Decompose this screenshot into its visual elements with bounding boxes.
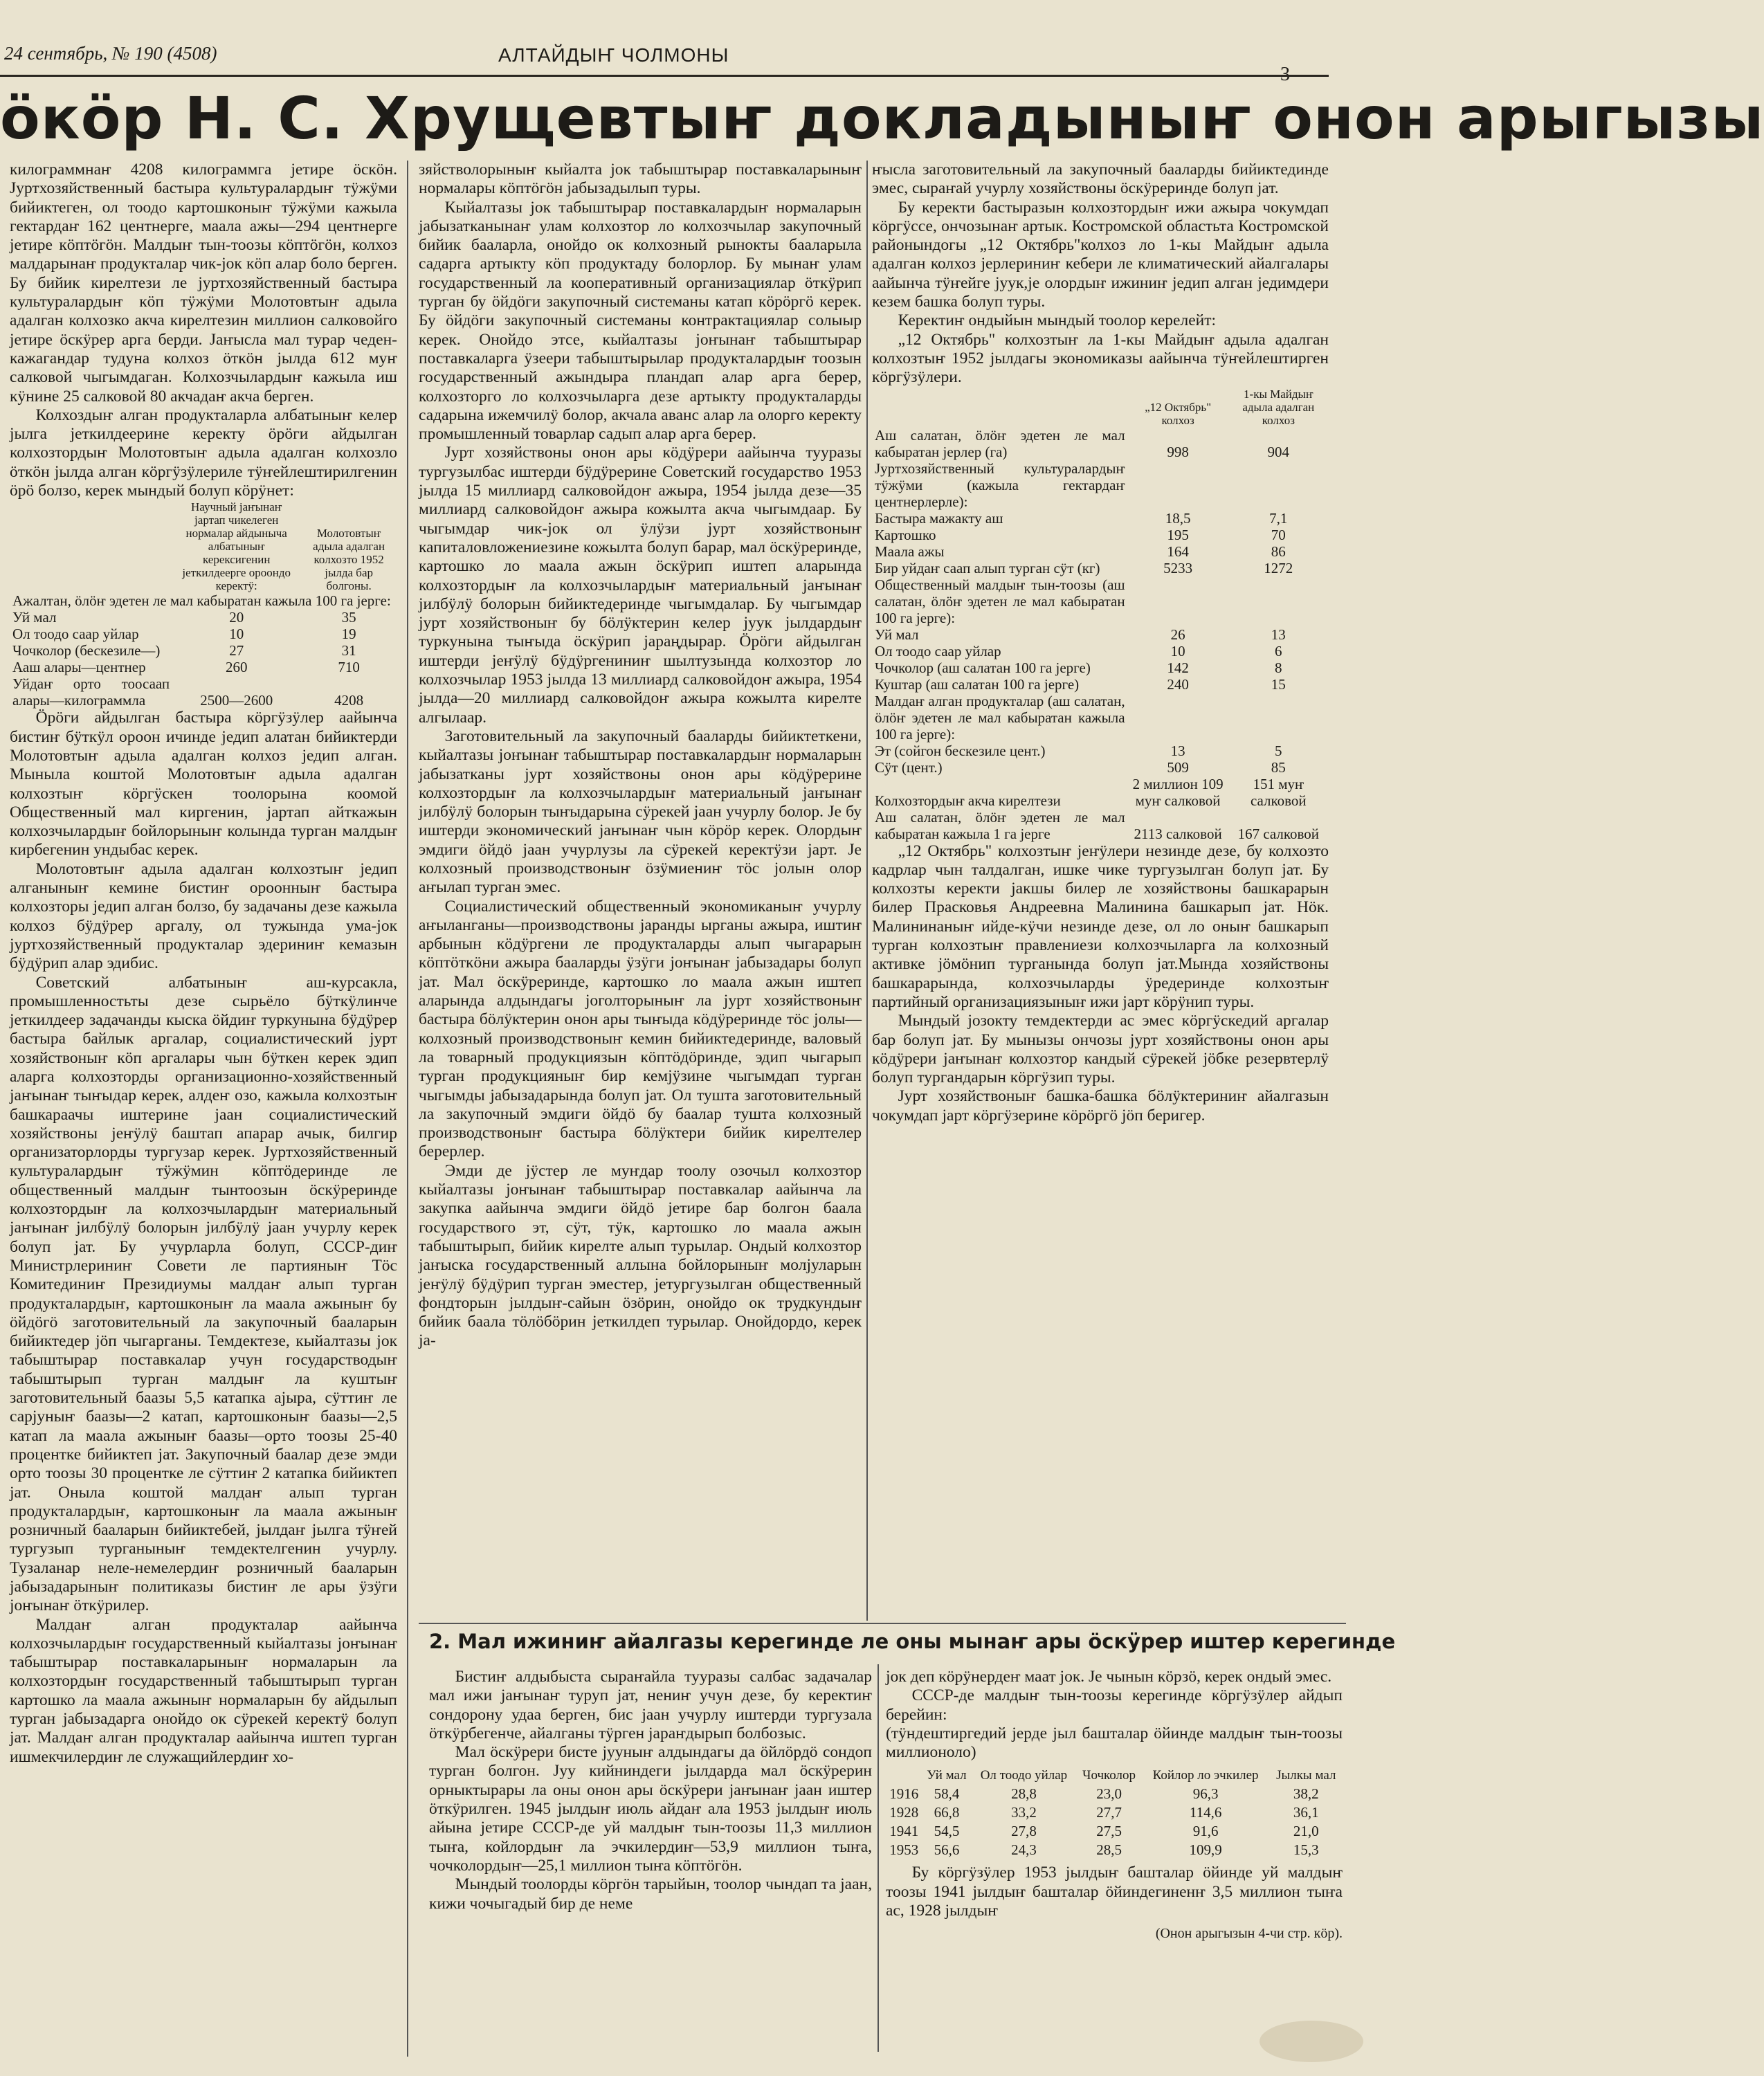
table-row: [886, 1841, 1343, 1859]
article-column-3: [872, 161, 1329, 1621]
stats-header: Ол тоодо уйлар: [980, 1768, 1068, 1783]
stats-header: [886, 1766, 922, 1785]
row-label: Бир уйдаҥ саап алып турган сӱт (кг): [875, 559, 1100, 576]
row-value: 31: [341, 642, 356, 659]
row-value: 1272: [1264, 559, 1293, 576]
stats-cell: 33,2: [1011, 1804, 1037, 1821]
section-heading: 2. Мал ижиниҥ айалгазы керегинде ле оны мынаҥ ары ӧскӱрер иштер керегинде: [429, 1630, 1396, 1653]
livestock-table: [886, 1766, 1343, 1859]
row-value: 6: [1275, 642, 1282, 659]
row-value: 19: [341, 626, 356, 643]
row-value: 164: [1167, 543, 1189, 560]
row-value: 2500—2600: [200, 692, 273, 709]
row-value: 26: [1170, 626, 1185, 643]
table-row: [872, 809, 1329, 842]
row-value: [1128, 460, 1228, 510]
row-value: 2 миллион 109 муҥ салковой: [1132, 775, 1224, 809]
row-label: Малдаҥ алган продукталар (аш салатан, ӧлӧҥ эдетен ле мал кабыратан кажыла 100 га јерге):: [875, 692, 1125, 743]
paper-stain: [1260, 2021, 1363, 2062]
stats-header: Јылкы мал: [1276, 1768, 1336, 1783]
masthead-rule: [0, 75, 1329, 77]
date-issue: 24 сентябрь, № 190 (4508): [4, 43, 217, 64]
paragraph: Заготовительный ла закупочный бааларды бийиктеткени, кыйалтазы јоҥынаҥ табыштырар поставкалардыҥ нормаларын јабызатканы јурт хозяйствоны онон ары кӧдӱрерине колхозтордыҥ ла колхозчылардыҥ материальный јаҥынаҥ јилбӱлӱ болорын тыҥыдарына сӱрекей јаан учурлу болор. Је бу иштерди экономический јаҥынаҥ чын кӧрӧр керек. Олордыҥ эмдиги ӧйдӧ јаан учурлузы ла сӱрекей керектӱзи јарт. Је колхозный производствоныҥ ӧзӱмиениҥ тӧс јолын олор аҥылап турган эмес.: [419, 727, 862, 897]
stats-cell: 21,0: [1293, 1823, 1319, 1840]
article-column-2: [419, 161, 862, 1621]
row-value: 7,1: [1269, 509, 1288, 527]
stats-cell: 91,6: [1192, 1823, 1219, 1840]
row-value: 10: [229, 626, 244, 643]
table-row: [872, 427, 1329, 460]
table-row: [886, 1785, 1343, 1803]
row-value: 195: [1167, 526, 1189, 543]
stats-cell: 114,6: [1189, 1804, 1222, 1821]
paragraph: килограммнаҥ 4208 килограммга јетире ӧскӧн. Јуртхозяйственный бастыра культуралардыҥ тӱжӱми бийиктеген, ол тоодо картошконыҥ тӱжӱми кажыла гектардаҥ 162 центнерге, маала ажы—294 центнерге јетире кӧптӧгӧн. Малдыҥ тын-тоозы кӧптӧгӧн, колхоз малдарынаҥ продукталар чик-јок кӧп алар боло берген. Бу бийик кирелтези ле јуртхозяйственный бастыра культуралардыҥ кӧп тӱжӱми Молотовтыҥ адыла адалган колхозко акча кирелтезин миллион салковойго јетире ӧскӱрер арга берди. Јаҥысла мал турар чеден-кажагандар тудуна колхоз ӧткӧн јылда 612 муҥ салковой чыгымдаган. Колхозчылардыҥ кажыла иш кӱнине 25 салковой 80 акчадаҥ акча берген.: [10, 161, 397, 406]
section2-column-1: [429, 1668, 872, 2062]
row-value: 27: [229, 642, 244, 659]
norms-table: [10, 500, 397, 709]
row-value: [1228, 576, 1329, 626]
row-label: Чочколор (аш салатан 100 га јерге): [875, 659, 1091, 676]
table-row: [10, 609, 397, 626]
row-label: Маала ажы: [875, 543, 945, 560]
row-value: 240: [1167, 675, 1189, 693]
stats-cell: 1941: [889, 1823, 919, 1840]
table-row: [872, 776, 1329, 809]
table-row: [872, 693, 1329, 743]
row-value: 998: [1167, 443, 1189, 460]
continuation-note: (Онон арыгызын 4-чи стр. кӧр).: [1155, 1926, 1343, 1942]
paragraph: Бу керекти бастыразын колхозтордыҥ ижи ажыра чокумдап кӧргӱссе, ончозынаҥ артык. Костромской областьта Костромской районындогы „12 Октябрь"колхоз ло 1-кы Майдыҥ адыла адалган колхоз јерлериниҥ кебери ле климатический айалгалары аайынча тӱҥейге јуук,је олордыҥ ижиниҥ једип алган једимдери кезем башка болуп туры.: [872, 198, 1329, 311]
table-row: [10, 642, 397, 659]
row-label: Ол тоодо саар уйлар: [12, 626, 139, 643]
row-label: Уй мал: [12, 609, 57, 626]
table-row: [872, 543, 1329, 560]
row-label: Чочколор (бескезиле—): [12, 642, 161, 659]
table-row: [10, 675, 397, 709]
row-value: 15: [1271, 675, 1286, 693]
row-label: Куштар (аш салатан 100 га јерге): [875, 675, 1080, 693]
row-value: 2113 салковой: [1134, 825, 1222, 842]
stats-header: Чочколор: [1082, 1768, 1136, 1783]
row-label: Јуртхозяйственный культуралардыҥ тӱжӱми (кажыла гектардаҥ центнерлерле):: [875, 459, 1125, 510]
stats-cell: 58,4: [934, 1785, 960, 1803]
row-value: 85: [1271, 758, 1286, 776]
column-divider: [407, 161, 408, 2057]
row-value: 86: [1271, 543, 1286, 560]
paragraph: ҥысла заготовительный ла закупочный бааларды бийиктединде эмес, сыраҥай учурлу хозяйствоны ӧскӱреринде болуп јат.: [872, 161, 1329, 198]
row-value: [1228, 693, 1329, 743]
row-value: 710: [338, 659, 360, 676]
row-value: 151 муҥ салковой: [1250, 775, 1307, 809]
row-value: 35: [341, 609, 356, 626]
row-value: [1128, 576, 1228, 626]
stats-cell: 109,9: [1189, 1841, 1222, 1859]
paragraph: „12 Октябрь" колхозтыҥ јеҥӱлери незинде дезе, бу колхозто кадрлар чын талдалган, ишке чике тургузылган болуп јат. Бу колхозты керекти јакшы билер ле хозяйствоны башкарарын билер Прасковья Андреевна Малинина башкарып јат. Нӧк. Малининаныҥ ийде-кӱчи незинде дезе, ол ло оныҥ башкарып турган колхозтыҥ правлениези колхозчыларга ла колхозный активке јӧмӧнип турганында болуп јат.Мында хозяйствоны башкарарында, колхозчыларды ӱредеринде колхозтыҥ партийный организациязыныҥ ижи јарт кӧрӱнип туры.: [872, 841, 1329, 1011]
article-column-1: [10, 161, 397, 2050]
table-row: [872, 510, 1329, 527]
row-value: 10: [1170, 642, 1185, 659]
stats-cell: 24,3: [1011, 1841, 1037, 1859]
table-row: [872, 527, 1329, 543]
row-label: Сӱт (цент.): [875, 758, 943, 776]
table-row: [872, 626, 1329, 643]
paragraph: „12 Октябрь" колхозтыҥ ла 1-кы Майдыҥ адыла адалган колхозтыҥ 1952 јылдагы экономиказы аайынча тӱҥейлештирген кӧргӱзӱлери.: [872, 330, 1329, 387]
paragraph: јок деп кӧрӱнердеҥ маат јок. Је чынын кӧрзӧ, керек ондый эмес.: [886, 1668, 1332, 1686]
stats-cell: 38,2: [1293, 1785, 1319, 1803]
paragraph: Социалистический общественный экономиканыҥ учурлу аҥыланганы—производствоны јаранды ырганы ажыра, иштиҥ арбынын кӧдӱргени ле продукталарды алып чыгарарын кӧптӧткӧни ажыра бааларды ӱзӱги јоҥынаҥ јабызадары болуп јат. Мал ӧскӱреринде, картошко ло маала ажын иштеп аларында алдындагы јоголторыныҥ ла јурт хозяйствоныҥ бастыра бӧлӱктерин онон ары тыҥыда кӧдӱреринде тӧс јолы—колхозный производствоныҥ кемин бийиктедеринде, валовый ла товарный продукциязын кӧптӧдӧринде, эдип чыгарып турган продукцияныҥ бир кемјӱзине чыгымдап турган чыгымды јабызадарында болуп јат. Ол тушта заготовительный ла закупочный эмдиги ӧйдӧ бу баалар тушта колхозный производствоныҥ бастыра бӧлӱктери бийик кирелтелер берерлер.: [419, 897, 862, 1161]
row-label: Общественный малдыҥ тын-тоозы (аш салатан, ӧлӧҥ эдетен ле мал кабыратан 100 га јерге):: [875, 576, 1125, 626]
stats-cell: 36,1: [1293, 1804, 1319, 1821]
row-label: Аш салатан, ӧлӧҥ эдетен ле мал кабыратан кажыла 1 га јерге: [875, 808, 1125, 842]
paragraph: Эмди де јӱстер ле муҥдар тоолу озочыл колхозтор кыйалтазы јоҥынаҥ табыштырар поставкалар аайынча ла закупка аайынча эмдиги ӧйдӧ јетире бар болгон баала государствого эт, сӱт, тӱк, картошко ло маала ажын табыштырып, бийик кирелте алып турылар. Ондый колхозтор јаҥыска государственный аллына бойлорыныҥ молјуларын јеҥӱлӱ бӱдӱрип турган эместер, јетургузылган общественный фондторын јылдыҥ-сайын ӧзӧрин, онойдо ок трудкундыҥ бийик баала тӧлӧбӧрин јеткилдеп турылар. Онойдордо, керек ја-: [419, 1161, 862, 1350]
stats-cell: 27,7: [1096, 1804, 1122, 1821]
row-value: 260: [225, 659, 248, 676]
stats-cell: 56,6: [934, 1841, 960, 1859]
row-value: 5: [1275, 742, 1282, 759]
paragraph: Бистиҥ алдыбыста сыраҥайла тууразы салбас задачалар мал ижи јаҥынаҥ туруп јат, нениҥ учун дезе, бу керектиҥ сондорону удаа берген, бис јаан учурлу иштерди тургузала ӧткӱрбегенче, айалганы тӱрген јараҥдырып болбозыс.: [429, 1668, 872, 1742]
row-value: 167 салковой: [1237, 825, 1320, 842]
paragraph: Мындый јозокту темдектерди ас эмес кӧргӱскедий аргалар бар болуп јат. Бу мынызы ончозы јурт хозяйствоны онон ары кӧдӱрери јаҥынаҥ колхозтор кандый сӱрекей јӧбке резервтерлӱ болуп тургандарын кӧргӱзип туры.: [872, 1012, 1329, 1087]
row-value: 13: [1271, 626, 1286, 643]
paragraph: Малдаҥ алган продукталар аайынча колхозчылардыҥ государственный кыйалтазы јоҥынаҥ табыштырар поставкаларыныҥ нормаларын ла колхозтордыҥ государственный табыштырып турган картошко ла маала ажыныҥ нормаларын бу айдылып турган јабызадарга онойдо ок сӱрекей керектӱ болуп јат. Малдаҥ алган продукталар аайынча иштеп турган ишмекчилердиҥ ле служащийлердиҥ хо-: [10, 1615, 397, 1766]
table-row: [886, 1822, 1343, 1841]
table-row: [872, 743, 1329, 759]
paragraph: Бу кӧргӱзӱлер 1953 јылдыҥ башталар ӧйинде уй малдыҥ тоозы 1941 јылдыҥ башталар ӧйиндегиненҥ 3,5 миллион тыҥа ас, 1928 јылдыҥ: [886, 1864, 1343, 1920]
row-label: Бастыра мажакту аш: [875, 509, 1003, 527]
stats-cell: 1928: [889, 1804, 919, 1821]
row-value: [1228, 460, 1329, 510]
stats-cell: 66,8: [934, 1804, 960, 1821]
section2-column-2: [886, 1668, 1343, 2062]
paragraph: Керектиҥ ондыйын мындый тоолор керелейт:: [898, 311, 1217, 330]
stats-cell: 28,5: [1096, 1841, 1122, 1859]
row-label: Колхозтордыҥ акча кирелтези: [875, 792, 1061, 809]
table-header: 1-кы Майдыҥ адыла адалган колхоз: [1242, 387, 1315, 427]
paragraph: Колхоздыҥ алган продукталарла албатыныҥ келер јылга јеткилдеерине керекту ӧрӧги айдылган колхозтордыҥ Молотовтыҥ адыла адалган колхозло ӧткӧн јылда алган кӧргӱзӱлериле тӱҥейлештирилгенин ӧрӧ болзо, керек мындый болуп кӧрӱнет:: [10, 406, 397, 500]
row-label: Уйдаҥ орто тоосаап алары—килограммла: [12, 675, 170, 709]
stats-cell: 15,3: [1293, 1841, 1319, 1859]
paragraph: Јурт хозяйствоныҥ башка-башка бӧлӱктериниҥ айалгазын чокумдап јарт кӧргӱзерине кӧрӧргӧ јӧп беригер.: [872, 1087, 1329, 1124]
row-value: 5233: [1163, 559, 1193, 576]
stats-cell: 23,0: [1096, 1785, 1122, 1803]
table-row: [872, 643, 1329, 659]
table-row: [872, 460, 1329, 510]
stats-cell: 27,5: [1096, 1823, 1122, 1840]
paragraph: Мындый тоолорды кӧргӧн тарыйын, тоолор чындап та јаан, кижи чочыгадый бир де неме: [429, 1875, 872, 1913]
row-label: Эт (сойгон бескезиле цент.): [875, 742, 1046, 759]
stats-cell: 1953: [889, 1841, 919, 1859]
row-label: Уй мал: [875, 626, 919, 643]
table-row: [872, 659, 1329, 676]
section-rule: [419, 1623, 1346, 1624]
paragraph: Кыйалтазы јок табыштырар поставкалардыҥ нормаларын јабызатканынаҥ улам колхозтор ло колхозчылар закупочный бийик бааларла, онойдо ок колхозный рынокты бааларыла садарга артыкту кӧп продуктаду болорлор. Бу мынаҥ улам государственный ла кооперативный организациялар ӧткӱрип турган бу ӧйдӧги закупочный системаны катап кӧрӧргӧ керек. Бу ӧйдӧги закупочный системаны контрактациялар солыыр керек. Онойдо этсе, кыйалтазы јоҥынаҥ табыштырар поставкаларга ӱзеери табыштырылар продукталардыҥ тоозын государственный ажындыра пландап алар арга берер, колхозторго ло колхозчыларга дезе артыкту продукталарды садарына ижемчилӱ болор, акчала аванс алар ла олорго керекту промышленный товарлар садып алар арга берер.: [419, 198, 862, 444]
table-row: [886, 1803, 1343, 1822]
paragraph: Мал ӧскӱрери бисте јууныҥ алдындагы да ӧйлӧрдӧ сондоп турган болгон. Јуу кийниндеги јылдарда мал ӧскӱрерин орныктырары ла оны онон ары ӧскӱрери јаҥынаҥ јаан иштер ӧткӱрилген. 1945 јылдыҥ июль айдаҥ ала 1953 јылдыҥ июль айына јетире СССР-де уй малдыҥ тын-тоозы 11,3 миллион тыҥа, койлордыҥ ла эчкилердиҥ—53,9 миллион тыҥа, чочколордыҥ—25,1 миллион тыҥа кӧптӧгӧн.: [429, 1743, 872, 1875]
paragraph: Молотовтыҥ адыла адалган колхозтыҥ једип алганыныҥ кемине бистиҥ ороонныҥ бастыра колхозторы једип алган болзо, бу задачаны дезе кажыла колхоз бӱдӱрер аргалу, ол тужында ума-јок јуртхозяйственный продукталар эдериниҥ кемазын бӱдӱрип алар эдибис.: [10, 859, 397, 973]
stats-cell: 54,5: [934, 1823, 960, 1840]
row-value: 8: [1275, 659, 1282, 676]
table-row: [872, 676, 1329, 693]
row-value: 70: [1271, 526, 1286, 543]
paper-name: АЛТАЙДЫҤ ЧОЛМОНЫ: [498, 44, 729, 66]
row-label: Ол тоодо саар уйлар: [875, 642, 1001, 659]
row-label: Аш салатан, ӧлӧҥ эдетен ле мал кабыратан јерлер (га): [875, 426, 1125, 460]
stats-cell: 28,8: [1011, 1785, 1037, 1803]
table-row: [872, 759, 1329, 776]
paragraph: СССР-де малдыҥ тын-тоозы керегинде кӧргӱзӱлер айдып берейин:: [886, 1686, 1343, 1724]
paragraph: (тӱндештиргедий јерде јыл башталар ӧйинде малдыҥ тын-тоозы миллионоло): [886, 1724, 1343, 1762]
table-header: „12 Октябрь" колхоз: [1145, 400, 1212, 427]
table-header: Молотовтыҥ адыла адалган колхозто 1952 јылда бар болгоны.: [313, 527, 385, 593]
column-divider: [878, 1664, 879, 2052]
table-row: [872, 576, 1329, 626]
stats-cell: 1916: [889, 1785, 919, 1803]
row-value: 142: [1167, 659, 1189, 676]
stats-header: Уй мал: [927, 1768, 967, 1783]
row-value: 18,5: [1165, 509, 1191, 527]
table-row: [872, 560, 1329, 576]
row-value: 904: [1267, 443, 1290, 460]
masthead: [0, 0, 1384, 86]
table-row: [10, 626, 397, 642]
row-value: 20: [229, 609, 244, 626]
stats-header: Койлор ло эчкилер: [1152, 1768, 1259, 1783]
row-value: [1128, 693, 1228, 743]
stats-cell: 27,8: [1011, 1823, 1037, 1840]
paragraph: Ӧрӧги айдылган бастыра кӧргӱзӱлер аайынча бистиҥ бӱткӱл ороон ичинде једип алатан бийиктерди Молотовтыҥ адыла адалган колхоз једип алган. Мыныла коштой Молотовтыҥ адыла адалган колхозтыҥ кӧргӱскен тоолорына коомой Общественный мал киргенин, јартап айткажын колхозчылардыҥ бойлорыныҥ колында турган малдыҥ кирбегенин ундыбас керек.: [10, 709, 397, 859]
comparison-table: [872, 388, 1329, 842]
table-label: Ажалтан, ӧлӧҥ эдетен ле мал кабыратан кажыла 100 га јерге:: [12, 592, 391, 610]
table-header: Научный јаҥынаҥ јартап чикелеген нормалар айдыныча албатыныҥ керексигенин јеткилдеерге ороондо керектӱ:: [182, 500, 291, 593]
column-divider: [866, 161, 868, 1621]
headline: öкöр Н. С. Хрущевтыҥ докладыныҥ онон арыгызы: [0, 84, 1764, 152]
paragraph: Јурт хозяйствоны онон ары кӧдӱрери аайынча тууразы тургузылбас иштерди бӱдӱрерине Советский государство 1953 јылда 15 миллиард салковойдоҥ ажыра, 1954 јылда дезе—35 миллиард салковойдоҥ ажыра кожылта акча чыгымдаар. Бу чыгымдар чик-јок ол ӱлӱзи јурт хозяйствоныҥ капиталовложениезине кожылта болуп барар, мал ӧскӱреринде, картошко ло маала ажын ӧскӱрип иштеп аларында колхозтордыҥ ла колхозчылардыҥ материальный јаҥынаҥ јилбӱлӱ болорын бийиктедеринде чыгымдалар. Бу чыгымдар јурт хозяйствоныҥ бу бӧлӱктерин келер јуук јылдардыҥ туркунына тыҥыда ӧскӱрип јараңдырар. Ӧрӧги айдылган иштерди јеҥӱлӱ бӱдӱргениниҥ шылтузында колхозтор ло колхозчылар 1953 јылда 13 миллиард салковойдоҥ ажыра, 1954 јылда—20 миллиард салковойдоҥ ажыра кожылта кирелте алгылаар.: [419, 444, 862, 727]
paragraph: зяйстволорыныҥ кыйалта јок табыштырар поставкаларыныҥ нормалары кӧптӧгӧн јабызадылып туры.: [419, 161, 862, 198]
table-row: [10, 659, 397, 675]
paragraph: Советский албатыныҥ аш-курсакла, промышленностьты дезе сырьёло бӱткӱлинче јеткилдеер задачанды кыска ӧйдиҥ туркунына бӱдӱрер бастыра байлык аргалар, социалистический јурт хозяйствоныҥ кӧп аргалары чын бӱткен керек эдип аларга колхозторды организационно-хозяйственный јаҥынаҥ тыҥыдар керек, алдеҥ озо, кажыла колхозтыҥ башкараачы иштерине јаан социалистический хозяйствоны јеҥӱлӱ баштап апарар ачык, билгир организаторлорды тургузар керек. Јуртхозяйственный культуралардыҥ тӱжӱмин кӧптӧдеринде ле общественный малдыҥ тынтоозын ӧскӱреринде колхозтордыҥ ла колхозчылардыҥ материальный јаҥынаҥ јилбӱлӱ болорын јилбӱлӱ јаан учурлу керек болуп јат. Бу учурларла болуп, СССР-диҥ Министрлериниҥ Совети ле партияныҥ Тӧс Комитединиҥ Президиумы малдаҥ алып турган продукталардыҥ, картошконыҥ ла маала ажыныҥ бу ӧйдӧгӧ заготовительный ла закупочный бааларын бийиктедер јӧп чыгарганы. Темдектезе, кыйалтазы јок табыштырар поставкалар учун государстводыҥ табыштырып турган малдыҥ ла куштыҥ заготовительный баазы 5,5 катапка ајыра, сӱттиҥ ле сарјуныҥ баазы—2 катап, картошконыҥ баазы—2,5 катап ла маала ажыныҥ баазы—орто тоозы 25-40 процентке бийиктеп јат. Закупочный баалар дезе эмди орто тоозы 30 процентке ле сӱттиҥ 2 катапка бийиктеп јат. Оныла коштой малдаҥ алып турган продукталардыҥ, картошконыҥ ла маала ажыныҥ розничный бааларын бийиктебей, јылдаҥ јылга тӱҥей тургузып турганыныҥ темдектелгенин учурлу. Тузаланар неле-немелердиҥ розничный бааларын јабызадарыныҥ политиказы бистиҥ ле ары ӱзӱги јоҥынаҥ ӧткӱрилер.: [10, 973, 397, 1615]
row-value: 4208: [334, 692, 364, 709]
row-value: 509: [1167, 758, 1189, 776]
row-value: 13: [1170, 742, 1185, 759]
row-label: Картошко: [875, 526, 936, 543]
row-label: Ааш алары—центнер: [12, 659, 146, 676]
stats-cell: 96,3: [1192, 1785, 1219, 1803]
